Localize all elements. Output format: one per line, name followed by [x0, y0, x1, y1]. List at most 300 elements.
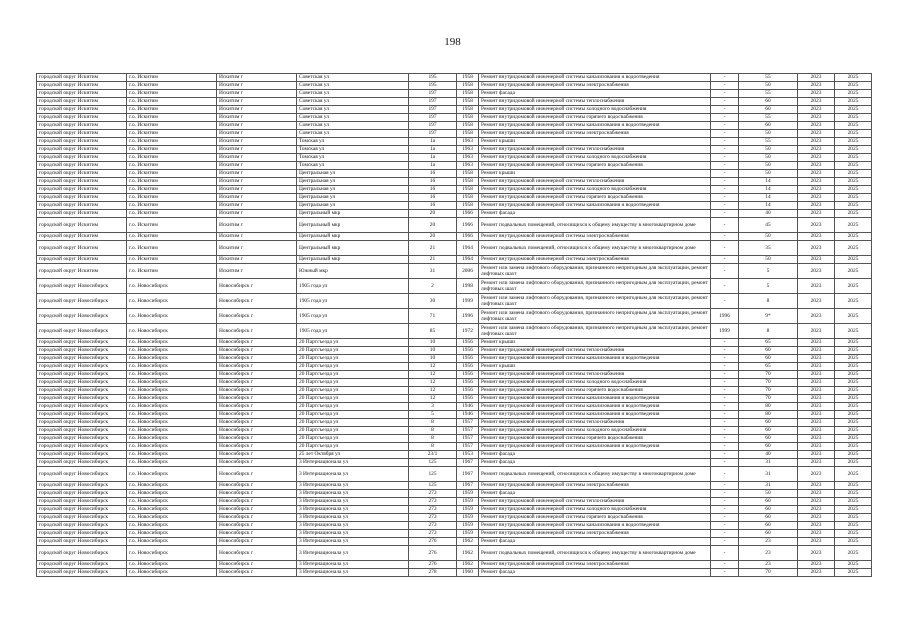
start-year-cell: 2023: [798, 403, 835, 411]
municipality-cell: городской округ Новосибирск: [37, 294, 127, 309]
locality-cell: Искитим г: [217, 186, 297, 194]
build-year-cell: 1959: [457, 506, 479, 514]
house-number-cell: 276: [409, 561, 457, 569]
previous-year-cell: -: [711, 74, 739, 82]
end-year-cell: 2025: [835, 482, 872, 490]
house-number-cell: 8: [409, 419, 457, 427]
street-cell: 1905 года ул: [297, 279, 409, 294]
settlement-cell: г.о. Искитим: [127, 170, 217, 178]
work-type-cell: Ремонт внутридомовой инженерной системы канализования и водоотведения: [479, 443, 711, 451]
end-year-cell: 2025: [835, 403, 872, 411]
street-cell: 3 Интернационала ул: [297, 538, 409, 546]
street-cell: Томская ул: [297, 162, 409, 170]
locality-cell: Искитим г: [217, 170, 297, 178]
table-row: [37, 363, 872, 371]
street-cell: Советская ул: [297, 98, 409, 106]
wear-percent-cell: 60: [739, 419, 798, 427]
municipality-cell: городской округ Искитим: [37, 154, 127, 162]
house-number-cell: 197: [409, 106, 457, 114]
municipality-cell: городской округ Новосибирск: [37, 538, 127, 546]
table-row: [37, 202, 872, 210]
settlement-cell: г.о. Искитим: [127, 146, 217, 154]
page-number: 198: [444, 36, 461, 48]
build-year-cell: 1958: [457, 202, 479, 210]
street-cell: 20 Партсъезда ул: [297, 403, 409, 411]
street-cell: 20 Партсъезда ул: [297, 443, 409, 451]
start-year-cell: 2023: [798, 530, 835, 538]
street-cell: 3 Интернационала ул: [297, 506, 409, 514]
work-type-cell: Ремонт внутридомовой инженерной системы канализования и водоотведения: [479, 522, 711, 530]
start-year-cell: 2023: [798, 162, 835, 170]
table-row: [37, 256, 872, 264]
locality-cell: Искитим г: [217, 154, 297, 162]
work-type-cell: Ремонт внутридомовой инженерной системы горячего водоснабжения: [479, 387, 711, 395]
work-type-cell: Ремонт внутридомовой инженерной системы канализования и водоотведения: [479, 403, 711, 411]
locality-cell: Искитим г: [217, 233, 297, 241]
wear-percent-cell: 50: [739, 82, 798, 90]
wear-percent-cell: 50: [739, 233, 798, 241]
end-year-cell: 2025: [835, 506, 872, 514]
start-year-cell: 2023: [798, 114, 835, 122]
previous-year-cell: -: [711, 178, 739, 186]
wear-percent-cell: 5: [739, 279, 798, 294]
street-cell: 3 Интернационала ул: [297, 569, 409, 577]
previous-year-cell: 1996: [711, 309, 739, 324]
previous-year-cell: -: [711, 379, 739, 387]
settlement-cell: г.о. Новосибирск: [127, 395, 217, 403]
settlement-cell: г.о. Новосибирск: [127, 482, 217, 490]
table-row: [37, 347, 872, 355]
locality-cell: Новосибирск г: [217, 451, 297, 459]
settlement-cell: г.о. Новосибирск: [127, 569, 217, 577]
work-type-cell: Ремонт внутридомовой инженерной системы канализования и водоотведения: [479, 74, 711, 82]
settlement-cell: г.о. Искитим: [127, 106, 217, 114]
build-year-cell: 1956: [457, 339, 479, 347]
house-number-cell: 8: [409, 435, 457, 443]
locality-cell: Новосибирск г: [217, 379, 297, 387]
previous-year-cell: -: [711, 451, 739, 459]
table-row: [37, 514, 872, 522]
work-type-cell: Ремонт внутридомовой инженерной системы канализования и водоотведения: [479, 411, 711, 419]
wear-percent-cell: 23: [739, 546, 798, 561]
previous-year-cell: -: [711, 395, 739, 403]
build-year-cell: 1966: [457, 233, 479, 241]
previous-year-cell: -: [711, 411, 739, 419]
street-cell: Центральная ул: [297, 186, 409, 194]
end-year-cell: 2025: [835, 546, 872, 561]
house-number-cell: 12: [409, 379, 457, 387]
locality-cell: Новосибирск г: [217, 514, 297, 522]
street-cell: Центральная ул: [297, 170, 409, 178]
settlement-cell: г.о. Новосибирск: [127, 538, 217, 546]
start-year-cell: 2023: [798, 324, 835, 339]
wear-percent-cell: 55: [739, 114, 798, 122]
end-year-cell: 2025: [835, 194, 872, 202]
house-number-cell: 16: [409, 170, 457, 178]
table-row: [37, 395, 872, 403]
street-cell: Томская ул: [297, 138, 409, 146]
build-year-cell: 1962: [457, 561, 479, 569]
wear-percent-cell: 80: [739, 403, 798, 411]
previous-year-cell: -: [711, 387, 739, 395]
settlement-cell: г.о. Новосибирск: [127, 339, 217, 347]
end-year-cell: 2025: [835, 154, 872, 162]
start-year-cell: 2023: [798, 122, 835, 130]
start-year-cell: 2023: [798, 467, 835, 482]
previous-year-cell: -: [711, 138, 739, 146]
locality-cell: Новосибирск г: [217, 324, 297, 339]
previous-year-cell: -: [711, 498, 739, 506]
work-type-cell: Ремонт внутридомовой инженерной системы горячего водоснабжения: [479, 514, 711, 522]
table-row: [37, 154, 872, 162]
start-year-cell: 2023: [798, 264, 835, 279]
work-type-cell: Ремонт внутридомовой инженерной системы электроснабжения: [479, 256, 711, 264]
street-cell: 20 Партсъезда ул: [297, 379, 409, 387]
start-year-cell: 2023: [798, 411, 835, 419]
municipality-cell: городской округ Новосибирск: [37, 371, 127, 379]
previous-year-cell: -: [711, 569, 739, 577]
settlement-cell: г.о. Искитим: [127, 218, 217, 233]
work-type-cell: Ремонт крыши: [479, 170, 711, 178]
settlement-cell: г.о. Искитим: [127, 202, 217, 210]
municipality-cell: городской округ Новосибирск: [37, 379, 127, 387]
locality-cell: Искитим г: [217, 114, 297, 122]
previous-year-cell: -: [711, 241, 739, 256]
street-cell: 3 Интернационала ул: [297, 522, 409, 530]
work-type-cell: Ремонт внутридомовой инженерной системы канализования и водоотведения: [479, 395, 711, 403]
house-number-cell: 20: [409, 210, 457, 218]
build-year-cell: 1963: [457, 162, 479, 170]
house-number-cell: 16: [409, 178, 457, 186]
previous-year-cell: -: [711, 355, 739, 363]
start-year-cell: 2023: [798, 395, 835, 403]
locality-cell: Новосибирск г: [217, 339, 297, 347]
locality-cell: Искитим г: [217, 241, 297, 256]
table-row: [37, 122, 872, 130]
municipality-cell: городской округ Искитим: [37, 98, 127, 106]
municipality-cell: городской округ Искитим: [37, 256, 127, 264]
previous-year-cell: -: [711, 435, 739, 443]
house-number-cell: 197: [409, 130, 457, 138]
wear-percent-cell: 55: [739, 90, 798, 98]
municipality-cell: городской округ Новосибирск: [37, 403, 127, 411]
table-row: [37, 467, 872, 482]
wear-percent-cell: 60: [739, 98, 798, 106]
locality-cell: Искитим г: [217, 138, 297, 146]
start-year-cell: 2023: [798, 178, 835, 186]
end-year-cell: 2025: [835, 443, 872, 451]
previous-year-cell: -: [711, 294, 739, 309]
municipality-cell: городской округ Искитим: [37, 210, 127, 218]
table-row: [37, 379, 872, 387]
table-row: [37, 324, 872, 339]
street-cell: Томская ул: [297, 154, 409, 162]
previous-year-cell: -: [711, 210, 739, 218]
work-type-cell: Ремонт внутридомовой инженерной системы канализования и водоотведения: [479, 355, 711, 363]
table-row: [37, 506, 872, 514]
work-type-cell: Ремонт крыши: [479, 363, 711, 371]
table-row: [37, 294, 872, 309]
end-year-cell: 2025: [835, 309, 872, 324]
build-year-cell: 1972: [457, 324, 479, 339]
street-cell: 1905 года ул: [297, 294, 409, 309]
end-year-cell: 2025: [835, 459, 872, 467]
house-number-cell: 21: [409, 241, 457, 256]
table-row: [37, 90, 872, 98]
build-year-cell: 1999: [457, 294, 479, 309]
build-year-cell: 1946: [457, 411, 479, 419]
house-number-cell: 12: [409, 387, 457, 395]
work-type-cell: Ремонт внутридомовой инженерной системы канализования и водоотведения: [479, 122, 711, 130]
build-year-cell: 1964: [457, 256, 479, 264]
wear-percent-cell: 70: [739, 395, 798, 403]
previous-year-cell: -: [711, 98, 739, 106]
previous-year-cell: -: [711, 443, 739, 451]
house-number-cell: 278: [409, 569, 457, 577]
work-type-cell: Ремонт внутридомовой инженерной системы холодного водоснабжения: [479, 379, 711, 387]
street-cell: Центральный мкр: [297, 210, 409, 218]
locality-cell: Новосибирск г: [217, 411, 297, 419]
municipality-cell: городской округ Искитим: [37, 218, 127, 233]
build-year-cell: 1967: [457, 482, 479, 490]
house-number-cell: 197: [409, 114, 457, 122]
locality-cell: Новосибирск г: [217, 355, 297, 363]
settlement-cell: г.о. Искитим: [127, 178, 217, 186]
previous-year-cell: -: [711, 256, 739, 264]
build-year-cell: 1958: [457, 90, 479, 98]
locality-cell: Новосибирск г: [217, 427, 297, 435]
house-number-cell: 197: [409, 90, 457, 98]
build-year-cell: 1964: [457, 241, 479, 256]
work-type-cell: Ремонт внутридомовой инженерной системы теплоснабжения: [479, 98, 711, 106]
house-number-cell: 1а: [409, 162, 457, 170]
house-number-cell: 12: [409, 395, 457, 403]
table-row: [37, 339, 872, 347]
work-type-cell: Ремонт внутридомовой инженерной системы горячего водоснабжения: [479, 114, 711, 122]
street-cell: Советская ул: [297, 114, 409, 122]
work-type-cell: Ремонт внутридомовой инженерной системы электроснабжения: [479, 233, 711, 241]
end-year-cell: 2025: [835, 279, 872, 294]
table-row: [37, 459, 872, 467]
municipality-cell: городской округ Искитим: [37, 194, 127, 202]
wear-percent-cell: 50: [739, 162, 798, 170]
table-row: [37, 355, 872, 363]
settlement-cell: г.о. Новосибирск: [127, 347, 217, 355]
end-year-cell: 2025: [835, 395, 872, 403]
table-row: [37, 490, 872, 498]
table-row: [37, 186, 872, 194]
house-number-cell: 12: [409, 371, 457, 379]
start-year-cell: 2023: [798, 90, 835, 98]
locality-cell: Искитим г: [217, 264, 297, 279]
start-year-cell: 2023: [798, 256, 835, 264]
end-year-cell: 2025: [835, 210, 872, 218]
table-row: [37, 218, 872, 233]
work-type-cell: Ремонт подвальных помещений, относящихся к общему имуществу в многоквартирном доме: [479, 218, 711, 233]
municipality-cell: городской округ Новосибирск: [37, 498, 127, 506]
locality-cell: Новосибирск г: [217, 467, 297, 482]
build-year-cell: 1960: [457, 569, 479, 577]
start-year-cell: 2023: [798, 355, 835, 363]
municipality-cell: городской округ Новосибирск: [37, 490, 127, 498]
house-number-cell: 273: [409, 490, 457, 498]
house-number-cell: 8: [409, 443, 457, 451]
wear-percent-cell: 60: [739, 347, 798, 355]
settlement-cell: г.о. Новосибирск: [127, 294, 217, 309]
start-year-cell: 2023: [798, 490, 835, 498]
start-year-cell: 2023: [798, 241, 835, 256]
build-year-cell: 1959: [457, 490, 479, 498]
locality-cell: Новосибирск г: [217, 569, 297, 577]
end-year-cell: 2025: [835, 530, 872, 538]
wear-percent-cell: 14: [739, 202, 798, 210]
work-type-cell: Ремонт внутридомовой инженерной системы теплоснабжения: [479, 178, 711, 186]
work-type-cell: Ремонт или замена лифтового оборудования, признанного непригодным для эксплуатации, ремонт лифтовых шахт: [479, 264, 711, 279]
work-type-cell: Ремонт внутридомовой инженерной системы холодного водоснабжения: [479, 154, 711, 162]
previous-year-cell: -: [711, 114, 739, 122]
start-year-cell: 2023: [798, 233, 835, 241]
settlement-cell: г.о. Искитим: [127, 264, 217, 279]
build-year-cell: 1958: [457, 98, 479, 106]
previous-year-cell: -: [711, 264, 739, 279]
municipality-cell: городской округ Искитим: [37, 233, 127, 241]
table-row: [37, 443, 872, 451]
wear-percent-cell: 40: [739, 451, 798, 459]
build-year-cell: 1966: [457, 210, 479, 218]
end-year-cell: 2025: [835, 130, 872, 138]
start-year-cell: 2023: [798, 371, 835, 379]
settlement-cell: г.о. Новосибирск: [127, 498, 217, 506]
table-row: [37, 130, 872, 138]
start-year-cell: 2023: [798, 98, 835, 106]
previous-year-cell: -: [711, 170, 739, 178]
previous-year-cell: -: [711, 218, 739, 233]
table-body: [37, 74, 872, 577]
house-number-cell: 10: [409, 355, 457, 363]
house-number-cell: 23/1: [409, 451, 457, 459]
start-year-cell: 2023: [798, 561, 835, 569]
previous-year-cell: -: [711, 530, 739, 538]
house-number-cell: 195: [409, 82, 457, 90]
settlement-cell: г.о. Новосибирск: [127, 403, 217, 411]
locality-cell: Новосибирск г: [217, 403, 297, 411]
end-year-cell: 2025: [835, 138, 872, 146]
settlement-cell: г.о. Искитим: [127, 98, 217, 106]
build-year-cell: 1959: [457, 498, 479, 506]
end-year-cell: 2025: [835, 522, 872, 530]
end-year-cell: 2025: [835, 379, 872, 387]
street-cell: 20 Партсъезда ул: [297, 395, 409, 403]
street-cell: 3 Интернационала ул: [297, 514, 409, 522]
wear-percent-cell: 60: [739, 522, 798, 530]
street-cell: 3 Интернационала ул: [297, 498, 409, 506]
municipality-cell: городской округ Новосибирск: [37, 514, 127, 522]
build-year-cell: 1962: [457, 538, 479, 546]
build-year-cell: 1958: [457, 114, 479, 122]
work-type-cell: Ремонт внутридомовой инженерной системы электроснабжения: [479, 482, 711, 490]
settlement-cell: г.о. Новосибирск: [127, 379, 217, 387]
street-cell: 3 Интернационала ул: [297, 459, 409, 467]
build-year-cell: 1996: [457, 309, 479, 324]
municipality-cell: городской округ Новосибирск: [37, 561, 127, 569]
start-year-cell: 2023: [798, 339, 835, 347]
settlement-cell: г.о. Новосибирск: [127, 522, 217, 530]
work-type-cell: Ремонт внутридомовой инженерной системы теплоснабжения: [479, 498, 711, 506]
work-type-cell: Ремонт фасада: [479, 210, 711, 218]
wear-percent-cell: 55: [739, 74, 798, 82]
municipality-cell: городской округ Новосибирск: [37, 355, 127, 363]
table-row: [37, 178, 872, 186]
previous-year-cell: -: [711, 82, 739, 90]
settlement-cell: г.о. Искитим: [127, 186, 217, 194]
wear-percent-cell: 23: [739, 561, 798, 569]
wear-percent-cell: 70: [739, 379, 798, 387]
table-row: [37, 241, 872, 256]
previous-year-cell: -: [711, 162, 739, 170]
start-year-cell: 2023: [798, 379, 835, 387]
street-cell: 3 Интернационала ул: [297, 530, 409, 538]
house-number-cell: 16: [409, 186, 457, 194]
settlement-cell: г.о. Новосибирск: [127, 355, 217, 363]
municipality-cell: городской округ Искитим: [37, 178, 127, 186]
locality-cell: Новосибирск г: [217, 459, 297, 467]
start-year-cell: 2023: [798, 443, 835, 451]
settlement-cell: г.о. Новосибирск: [127, 427, 217, 435]
house-number-cell: 195: [409, 74, 457, 82]
previous-year-cell: -: [711, 482, 739, 490]
wear-percent-cell: 65: [739, 339, 798, 347]
table-row: [37, 194, 872, 202]
municipality-cell: городской округ Новосибирск: [37, 530, 127, 538]
work-type-cell: Ремонт внутридомовой инженерной системы теплоснабжения: [479, 347, 711, 355]
wear-percent-cell: 50: [739, 256, 798, 264]
municipality-cell: городской округ Искитим: [37, 162, 127, 170]
house-number-cell: 197: [409, 122, 457, 130]
build-year-cell: 1958: [457, 194, 479, 202]
wear-percent-cell: 60: [739, 514, 798, 522]
work-type-cell: Ремонт или замена лифтового оборудования, признанного непригодным для эксплуатации, ремонт лифтовых шахт: [479, 294, 711, 309]
end-year-cell: 2025: [835, 90, 872, 98]
street-cell: 20 Партсъезда ул: [297, 371, 409, 379]
table-row: [37, 371, 872, 379]
settlement-cell: г.о. Новосибирск: [127, 467, 217, 482]
table-row: [37, 233, 872, 241]
house-number-cell: 12: [409, 363, 457, 371]
end-year-cell: 2025: [835, 106, 872, 114]
wear-percent-cell: 60: [739, 122, 798, 130]
house-number-cell: 125: [409, 459, 457, 467]
end-year-cell: 2025: [835, 82, 872, 90]
settlement-cell: г.о. Новосибирск: [127, 443, 217, 451]
table-row: [37, 561, 872, 569]
previous-year-cell: -: [711, 538, 739, 546]
locality-cell: Искитим г: [217, 82, 297, 90]
municipality-cell: городской округ Искитим: [37, 170, 127, 178]
end-year-cell: 2025: [835, 419, 872, 427]
locality-cell: Искитим г: [217, 210, 297, 218]
previous-year-cell: -: [711, 467, 739, 482]
street-cell: 25 лет Октября ул: [297, 451, 409, 459]
start-year-cell: 2023: [798, 387, 835, 395]
previous-year-cell: -: [711, 339, 739, 347]
end-year-cell: 2025: [835, 569, 872, 577]
wear-percent-cell: 50: [739, 130, 798, 138]
start-year-cell: 2023: [798, 170, 835, 178]
start-year-cell: 2023: [798, 130, 835, 138]
wear-percent-cell: 31: [739, 482, 798, 490]
table-row: [37, 114, 872, 122]
work-type-cell: Ремонт внутридомовой инженерной системы холодного водоснабжения: [479, 506, 711, 514]
